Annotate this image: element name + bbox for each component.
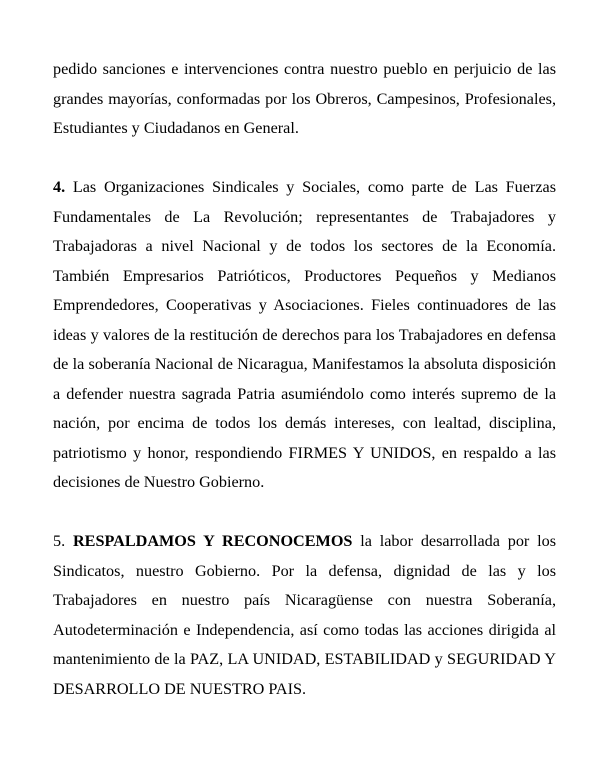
paragraph-5-emphasis: RESPALDAMOS Y RECONOCEMOS — [72, 532, 353, 550]
paragraph-4-text: Las Organizaciones Sindicales y Sociales, como parte de Las Fuerzas Fundamentales de La Revolución; representantes de Trabajadores y Trabajadoras a nivel Nacional y de todos los sectores de la Economía. También Empresarios Patrióticos, Productores Pequeños y Medianos Emprendedores, Cooperativas y Asociaciones. Fieles continuadores de las ideas y valores de la restitución de derechos para los Trabajadores en defensa de la soberanía Nacional de Nicaragua, Manifestamos la absoluta disposición a defender nuestra sagrada Patria asumiéndolo como interés supremo de la nación, por encima de todos los demás intereses, con lealtad, disciplina, patriotismo y honor, respondiendo FIRMES Y UNIDOS, en respaldo a las decisiones de Nuestro Gobierno. — [53, 178, 556, 491]
document-page — [53, 55, 556, 704]
paragraph-continuation-text: pedido sanciones e intervenciones contra nuestro pueblo en perjuicio de las grandes mayorías, conformadas por los Obreros, Campesinos, Profesionales, Estudiantes y Ciudadanos en General. — [53, 60, 556, 137]
paragraph-4-number: 4. — [53, 178, 66, 196]
paragraph-5-text: la labor desarrollada por los Sindicatos, nuestro Gobierno. Por la defensa, dignidad de las y los Trabajadores en nuestro país Nicaragüense con nuestra Soberanía, Autodeterminación e Independencia, así como todas las acciones dirigida al mantenimiento de la PAZ, LA UNIDAD, ESTABILIDAD y SEGURIDAD Y DESARROLLO DE NUESTRO PAIS. — [53, 532, 557, 698]
paragraph-5-number: 5. — [53, 532, 73, 550]
paragraph-4 — [53, 173, 556, 498]
paragraph-continuation — [53, 55, 556, 144]
paragraph-5 — [53, 527, 556, 704]
